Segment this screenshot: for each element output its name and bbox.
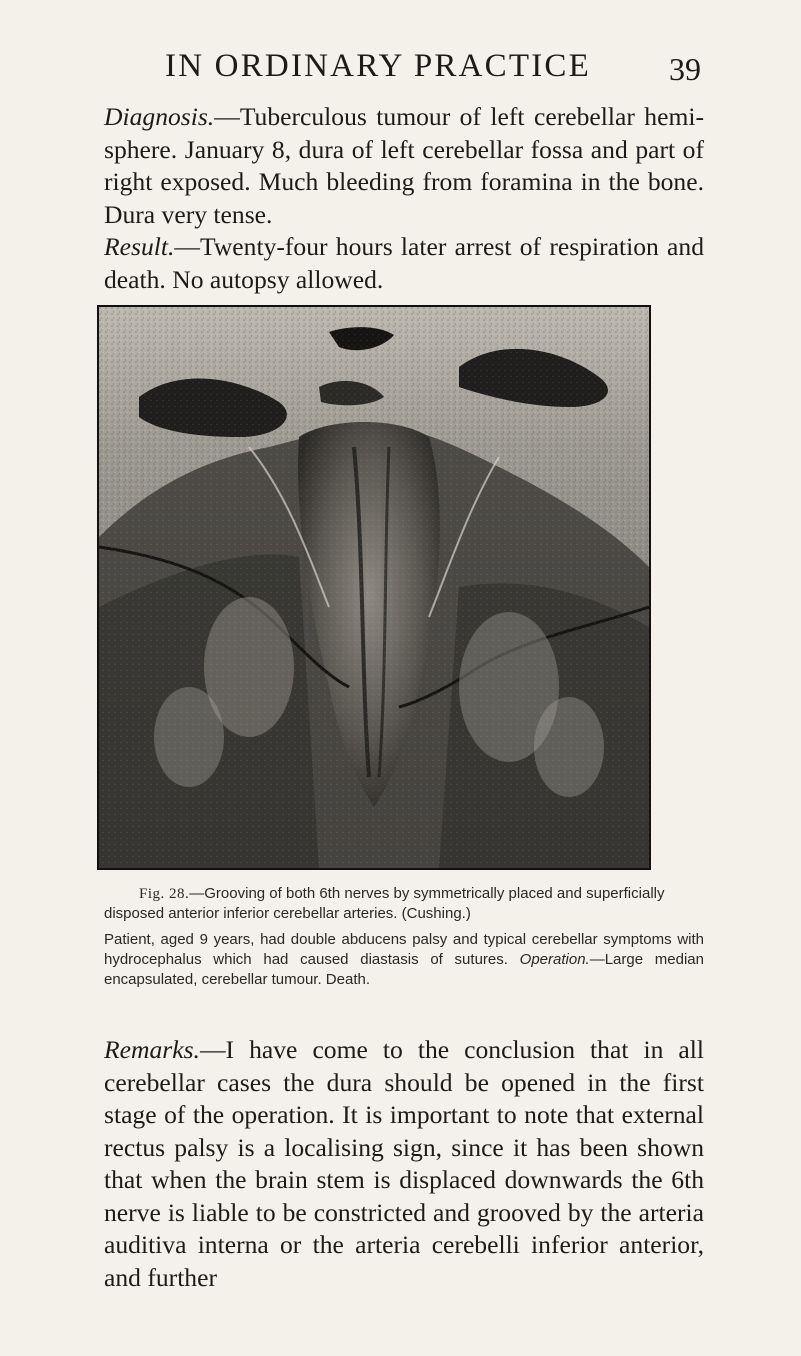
diagnosis-text: —Tuberculous tumour of left cerebellar hemi-sphere. January 8, dura of left cerebellar fossa and part of right exposed. Much bleeding from foramina in the bone. Dura very tense.: [104, 102, 704, 229]
operation-label: Operation.: [519, 951, 590, 968]
result-paragraph: [104, 231, 704, 296]
result-label: Result.: [104, 232, 175, 261]
remarks-label: Remarks.: [104, 1035, 200, 1064]
remarks-text: —I have come to the conclusion that in all cerebellar cases the dura should be opened in the first stage of the operation. It is important to note that external rectus palsy is a localising sign, since it has been shown that when the brain stem is displaced downwards the 6th nerve is liable to be constricted and grooved by the arteria auditiva interna or the arteria cerebelli inferior anterior, and further: [104, 1035, 704, 1292]
diagnosis-label: Diagnosis.: [104, 102, 215, 131]
running-head: [0, 46, 801, 96]
remarks-text-block: [104, 1034, 704, 1294]
brain-specimen-image: [99, 307, 649, 868]
result-text: —Twenty-four hours later arrest of respiration and death. No autopsy allowed.: [104, 232, 704, 294]
patient-note-text: Patient, aged 9 years, had double abducens palsy and typical cerebellar symptoms with hydrocephalus which had caused diastasis of sutures.: [104, 931, 704, 968]
figure-caption-text: —Grooving of both 6th nerves by symmetrically placed and superficially disposed anterior inferior cerebellar arteries. (Cushing.): [104, 885, 665, 922]
figure-caption: [104, 884, 704, 924]
figure-caption-block: [104, 884, 704, 990]
figure-label: Fig. 28.: [139, 886, 190, 902]
running-title: IN ORDINARY PRACTICE: [165, 48, 591, 84]
top-paragraphs: [104, 101, 704, 296]
diagnosis-paragraph: [104, 101, 704, 231]
remarks-paragraph: [104, 1034, 704, 1294]
figure-photograph: [97, 305, 651, 870]
patient-note: [104, 930, 704, 990]
page-number: 39: [669, 51, 701, 87]
operation-text: —Large median encapsulated, cerebellar tumour. Death.: [104, 951, 704, 988]
